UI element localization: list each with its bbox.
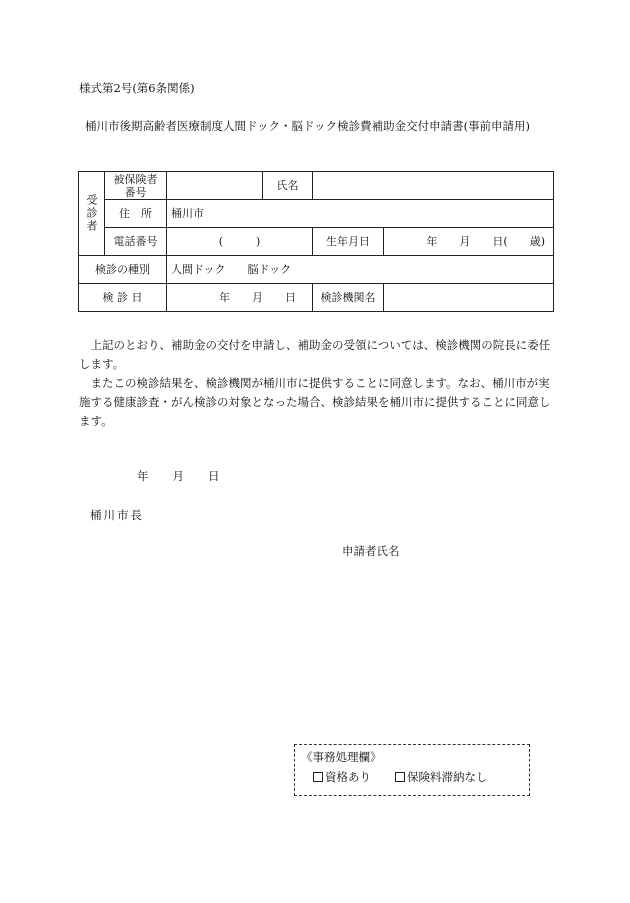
address-label: 住 所 [105, 200, 167, 228]
insured-number-field[interactable] [167, 172, 263, 200]
document-title: 桶川市後期高齢者医療制度人間ドック・脳ドック検診費補助金交付申請書(事前申請用) [85, 119, 531, 133]
date-month: 月 [172, 469, 184, 483]
phone-label: 電話番号 [105, 228, 167, 256]
consent-line-1: 上記のとおり、補助金の交付を申請し、補助金の受領については、検診機関の院長に委任します。 [79, 338, 551, 371]
address-field[interactable]: 桶川市 [167, 200, 554, 228]
examinee-group-label: 受診者 [79, 172, 105, 256]
no-arrears-check[interactable] [395, 769, 488, 785]
birthdate-field[interactable]: 年 月 日( 歳) [384, 228, 554, 256]
checkbox-icon[interactable] [313, 772, 323, 782]
name-label: 氏名 [263, 172, 313, 200]
insured-number-label: 被保険者番号 [105, 172, 167, 200]
office-use-box [294, 744, 530, 796]
office-use-title: 《事務処理欄》 [301, 750, 382, 764]
birthdate-label: 生年月日 [313, 228, 384, 256]
exam-type-options[interactable]: 人間ドック 脳ドック [167, 256, 554, 284]
applicant-name-label: 申請者氏名 [342, 544, 400, 558]
application-date [137, 468, 220, 484]
eligibility-label: 資格あり [325, 770, 371, 784]
application-table [78, 171, 554, 312]
addressee: 桶川市長 [90, 508, 144, 522]
exam-date-label: 検 診 日 [79, 284, 167, 312]
date-year: 年 [137, 469, 149, 483]
consent-line-2: またこの検診結果を、検診機関が桶川市に提供することに同意します。なお、桶川市が実施する健康診査・がん検診の対象となった場合、検診結果を桶川市に提供することに同意します。 [79, 376, 551, 428]
eligibility-check[interactable] [313, 769, 371, 785]
phone-field[interactable]: ( ) [167, 228, 313, 256]
form-number: 様式第2号(第6条関係) [79, 81, 195, 95]
exam-type-label: 検診の種別 [79, 256, 167, 284]
name-field[interactable] [313, 172, 554, 200]
no-arrears-label: 保険料滞納なし [407, 770, 488, 784]
exam-date-field[interactable]: 年 月 日 [167, 284, 313, 312]
date-day: 日 [208, 469, 220, 483]
institution-field[interactable] [384, 284, 554, 312]
checkbox-icon[interactable] [395, 772, 405, 782]
institution-label: 検診機関名 [313, 284, 384, 312]
consent-paragraph [79, 336, 554, 431]
